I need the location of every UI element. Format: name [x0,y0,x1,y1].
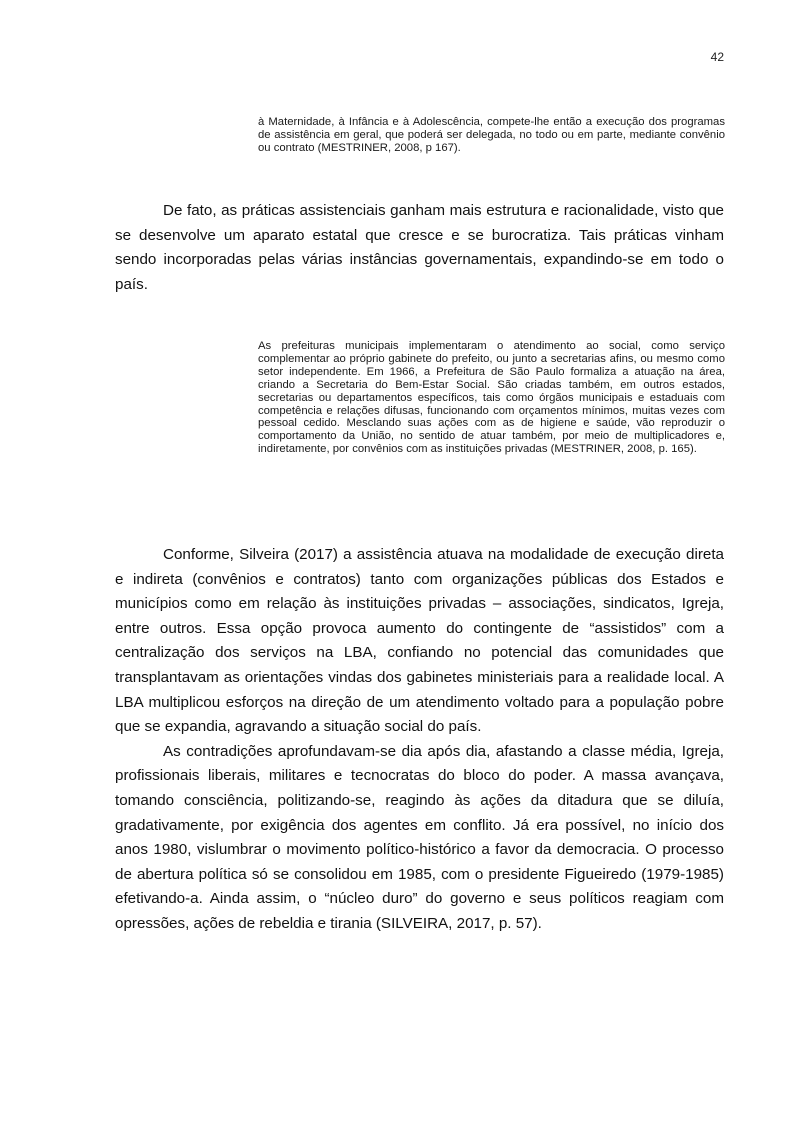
page-number: 42 [710,50,724,64]
block-quote-mestriner-167: à Maternidade, à Infância e à Adolescência, compete-lhe então a execução dos programas de assistência em geral, que poderá ser delegada, no todo ou em parte, mediante convênio ou contrato (MESTRINER, 2008, p 167). [258,116,725,154]
paragraph-contradicoes: As contradições aprofundavam-se dia após dia, afastando a classe média, Igreja, profissionais liberais, militares e tecnocratas do bloco do poder. A massa avançava, tomando consciência, politizando-se, reagindo às ações da ditadura que se diluía, gradativamente, por exigência dos agentes em conflito. Já era possível, no início dos anos 1980, vislumbrar o movimento político-histórico a favor da democracia. O processo de abertura política só se consolidou em 1985, com o presidente Figueiredo (1979-1985) efetivando-a. Ainda assim, o “núcleo duro” do governo e seus políticos reagiam com opressões, ações de rebeldia e tirania (SILVEIRA, 2017, p. 57). [115,742,724,932]
body-text-section-2 [115,543,724,937]
body-text-section-1 [115,199,724,297]
paragraph-praticas-assistenciais: De fato, as práticas assistenciais ganham mais estrutura e racionalidade, visto que se desenvolve um aparato estatal que cresce e se burocratiza. Tais práticas vinham sendo incorporadas pelas várias instâncias governamentais, expandindo-se em todo o país. [115,202,724,293]
block-quote-mestriner-165: As prefeituras municipais implementaram o atendimento ao social, como serviço complementar ao próprio gabinete do prefeito, ou junto a secretarias afins, ou mesmo como setor independente. Em 1966, a Prefeitura de São Paulo formaliza a atuação na área, criando a Secretaria do Bem-Estar Social. São criadas também, em outros estados, secretarias ou departamentos específicos, tais como órgãos municipais e estaduais com competência e relações difusas, funcionando com orçamentos mínimos, muitas vezes com pessoal cedido. Mesclando suas ações com as de higiene e saúde, vão reproduzir o comportamento da União, no sentido de atuar também, por meio de multiplicadores e, indiretamente, por convênios com as instituições privadas (MESTRINER, 2008, p. 165). [258,340,725,456]
paragraph-silveira-assistencia: Conforme, Silveira (2017) a assistência atuava na modalidade de execução direta e indireta (convênios e contratos) tanto com organizações públicas dos Estados e municípios como em relação às instituições privadas – associações, sindicatos, Igreja, entre outros. Essa opção provoca aumento do contingente de “assistidos” com a centralização dos serviços na LBA, confiando no potencial das comunidades que transplantavam as orientações vindas dos gabinetes ministeriais para a realidade local. A LBA multiplicou esforços na direção de um atendimento voltado para a população pobre que se expandia, agravando a situação social do país. [115,546,724,736]
